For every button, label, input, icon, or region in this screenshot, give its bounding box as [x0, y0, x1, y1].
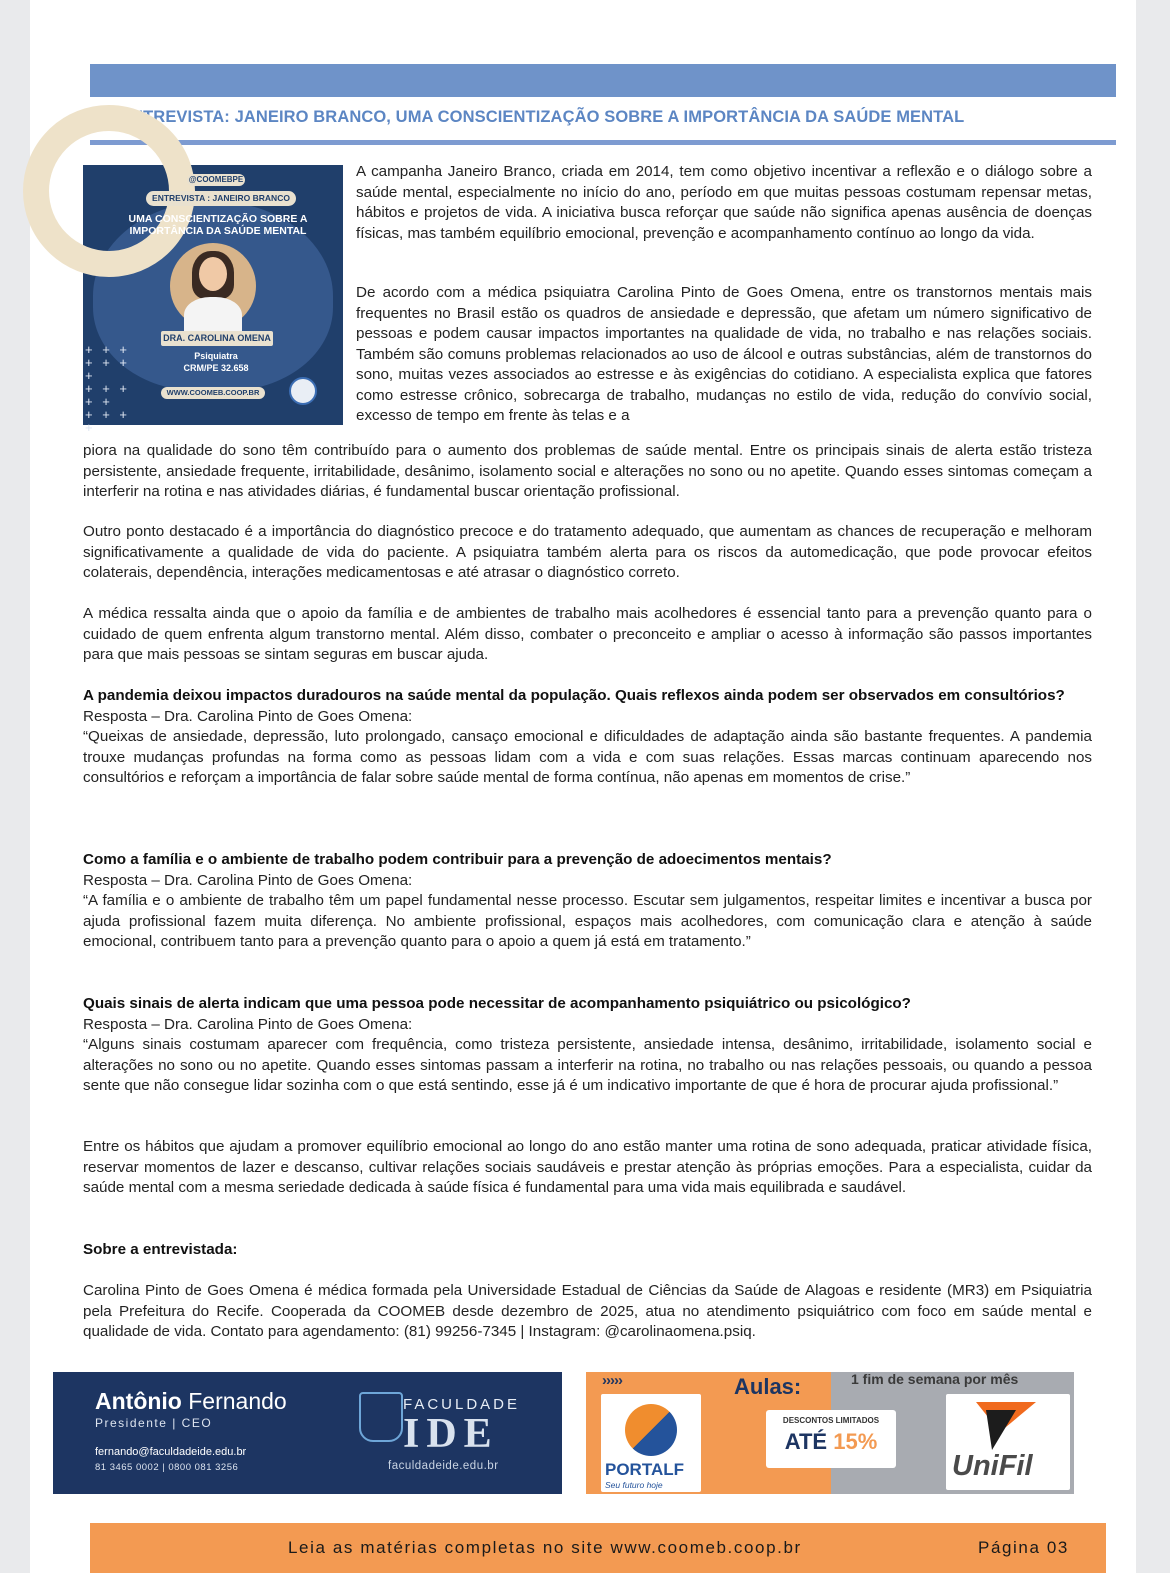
discount-value: [766, 1429, 896, 1455]
question-3: Quais sinais de alerta indicam que uma pessoa pode necessitar de acompanhamento psiquiátrico ou psicológico?: [83, 995, 911, 1012]
paragraph-5: Entre os hábitos que ajudam a promover equilíbrio emocional ao longo do ano estão manter uma rotina de sono adequada, praticar atividade física, reservar momentos de lazer e descanso, cultivar relações sociais saudáveis e prestar atenção às próprias emoções. Para a especialista, cuidar da saúde mental com a mesma seriedade dedicada à saúde física é fundamental para uma vida mais equilibrada e saudável.: [83, 1138, 1092, 1196]
discount-prefix: ATÉ: [784, 1429, 834, 1454]
page-number: Página 03: [978, 1538, 1069, 1557]
ide-ad-banner[interactable]: [53, 1372, 562, 1494]
paragraph-4: A médica ressalta ainda que o apoio da família e de ambientes de trabalho mais acolhedores é essencial tanto para a prevenção quanto para o cuidado de quem enfrenta algum transtorno mental. Além disso, combater o preconceito e ampliar o acesso à informação são passos importantes para que mais pessoas se sintam seguras em buscar ajuda.: [83, 605, 1092, 663]
ad-email[interactable]: fernando@faculdadeide.edu.br: [95, 1446, 247, 1458]
qa-block-3: [83, 994, 1092, 1097]
qa-block-1: [83, 686, 1092, 789]
discount-percent: 15%: [833, 1429, 878, 1454]
answer-1-label: Resposta – Dra. Carolina Pinto de Goes Omena:: [83, 707, 413, 725]
discount-box: [766, 1410, 896, 1468]
portalf-logo: [601, 1394, 701, 1492]
question-2: Como a família e o ambiente de trabalho podem contribuir para a prevenção de adoecimentos mentais?: [83, 851, 832, 868]
cover-crm: CRM/PE 32.658: [183, 363, 249, 373]
cover-title: UMA CONSCIENTIZAÇÃO SOBRE A IMPORTÂNCIA DA SAÚDE MENTAL: [128, 213, 308, 237]
ad-name-rest: Fernando: [181, 1388, 287, 1414]
footer-site-text[interactable]: Leia as matérias completas no site www.coomeb.coop.br: [288, 1538, 802, 1557]
cover-doctor-role: [163, 350, 269, 374]
portalf-name: PORTALF: [605, 1460, 685, 1479]
cover-role: Psiquiatra: [194, 351, 238, 361]
discount-label: DESCONTOS LIMITADOS: [782, 1416, 880, 1425]
chevrons-icon: ›››››: [602, 1372, 622, 1389]
interview-cover-image: [83, 165, 343, 435]
cover-site: WWW.COOMEB.COOP.BR: [161, 387, 265, 399]
unifil-name: UniFil: [952, 1450, 1033, 1482]
cover-pill: ENTREVISTA : JANEIRO BRANCO: [146, 191, 296, 206]
ad-name-bold: Antônio: [95, 1388, 182, 1414]
answer-1: “Queixas de ansiedade, depressão, luto prolongado, cansaço emocional e dificuldades de adaptação ainda são bastante frequentes. A pandemia trouxe mudanças profundas na forma como as pessoas lidam com a vida e com suas relações. Essas marcas continuam aparecendo nos consultórios e reforçam a importância de falar sobre saúde mental de forma contínua, não apenas em momentos de crise.”: [83, 728, 1092, 786]
portalf-circle-icon: [625, 1404, 677, 1456]
answer-2-label: Resposta – Dra. Carolina Pinto de Goes Omena:: [83, 871, 413, 889]
cover-handle: @COOMEBPE: [188, 175, 244, 184]
footer-bar: [90, 1523, 1106, 1573]
answer-3: “Alguns sinais costumam aparecer com frequência, como tristeza persistente, ansiedade intensa, desânimo, irritabilidade, isolamento social e alterações no sono ou no apetite. Quando esses sintomas passam a interferir na rotina, no trabalho ou nas relações pessoais, ou quando a pessoa sente que não consegue lidar sozinha com o que está sentindo, esse já é um indicativo importante de que é hora de procurar ajuda profissional.”: [83, 1036, 1092, 1094]
ad-ide: IDE: [403, 1411, 499, 1457]
ide-logo-icon: [359, 1392, 403, 1442]
paragraph-2b: piora na qualidade do sono têm contribuído para o aumento dos problemas de saúde mental. Entre os principais sinais de alerta estão tristeza persistente, ansiedade frequente, irritabilidade, desânimo, isolamento social e alterações no sono ou no apetite. Quando esses sintomas começam a interferir na rotina e nas atividades diárias, é fundamental buscar orientação profissional.: [83, 442, 1092, 500]
title-underline: [90, 140, 1116, 145]
unifil-logo: [946, 1394, 1070, 1490]
ad-weekend: 1 fim de semana por mês: [851, 1371, 1019, 1387]
unifil-seven-icon: [986, 1410, 1016, 1450]
coomeb-seal-icon: [289, 377, 317, 405]
ad-person-name: [95, 1388, 287, 1415]
question-1: A pandemia deixou impactos duradouros na saúde mental da população. Quais reflexos ainda podem ser observados em consultórios?: [83, 687, 1065, 704]
doctor-photo: [170, 243, 256, 329]
photo-face: [199, 257, 227, 291]
ad-faculdade: FACULDADE: [403, 1396, 521, 1413]
about-heading: Sobre a entrevistada:: [83, 1241, 238, 1258]
about-paragraph: Carolina Pinto de Goes Omena é médica formada pela Universidade Estadual de Ciências da Saúde de Alagoas e residente (MR3) em Psiquiatria pela Prefeitura do Recife. Cooperada da COOMEB desde dezembro de 2025, atua no atendimento psiquiátrico com foco em saúde mental e qualidade de vida. Contato para agendamento: (81) 99256-7345 | Instagram: @carolinaomena.psiq.: [83, 1282, 1092, 1340]
answer-3-label: Resposta – Dra. Carolina Pinto de Goes Omena:: [83, 1015, 413, 1033]
article-title: ENTREVISTA: JANEIRO BRANCO, UMA CONSCIENTIZAÇÃO SOBRE A IMPORTÂNCIA DA SAÚDE MENTAL: [120, 108, 965, 126]
portalf-slogan: Seu futuro hoje: [605, 1480, 663, 1490]
ad-person-role: Presidente | CEO: [95, 1416, 213, 1430]
ad-phone: 81 3465 0002 | 0800 081 3256: [95, 1462, 239, 1473]
paragraph-1: A campanha Janeiro Branco, criada em 2014, tem como objetivo incentivar a reflexão e o diálogo sobre a saúde mental, especialmente no início do ano, período em que muitas pessoas costumam repensar metas, hábitos e projetos de vida. A iniciativa busca reforçar que saúde não significa apenas ausência de doenças físicas, mas também equilíbrio emocional, prevenção e acompanhamento contínuo ao longo da vida.: [356, 163, 1092, 242]
portal-unifil-ad-banner[interactable]: [586, 1372, 1074, 1494]
ad-aulas: Aulas:: [734, 1374, 802, 1399]
paragraph-3: Outro ponto destacado é a importância do diagnóstico precoce e do tratamento adequado, que aumentam as chances de recuperação e melhoram significativamente a qualidade de vida do paciente. A psiquiatra também alerta para os riscos da automedicação, que pode provocar efeitos colaterais, dependência, interações medicamentosas e até atrasar o diagnóstico correto.: [83, 523, 1092, 581]
paragraph-2a: De acordo com a médica psiquiatra Carolina Pinto de Goes Omena, entre os transtornos mentais mais frequentes no Brasil estão os quadros de ansiedade e depressão, que afetam um número significativo de pessoas e podem causar impactos importantes na qualidade de vida, no trabalho e nas relações sociais. Também são comuns problemas relacionados ao uso de álcool e outras substâncias, além de transtornos do sono, muitas vezes associados ao estresse e às exigências do cotidiano. A especialista explica que fatores como estresse crônico, sobrecarga de trabalho, mudanças no estilo de vida, redução do convívio social, excesso de tempo em frente às telas e a: [356, 284, 1092, 424]
plus-pattern-icon: + + + + + + + + + + + + + + + +: [85, 342, 130, 435]
answer-2: “A família e o ambiente de trabalho têm um papel fundamental nesse processo. Escutar sem julgamentos, respeitar limites e incentivar a busca por ajuda profissional fazem muita diferença. No ambiente profissional, espaços mais acolhedores, com comunicação clara e atenção à saúde emocional, contribuem tanto para a prevenção quanto para o apoio a quem já está em tratamento.”: [83, 892, 1092, 950]
ad-website[interactable]: faculdadeide.edu.br: [388, 1460, 499, 1472]
header-bar: [90, 64, 1116, 97]
qa-block-2: [83, 850, 1092, 953]
cover-doctor-name: DRA. CAROLINA OMENA: [161, 331, 273, 346]
